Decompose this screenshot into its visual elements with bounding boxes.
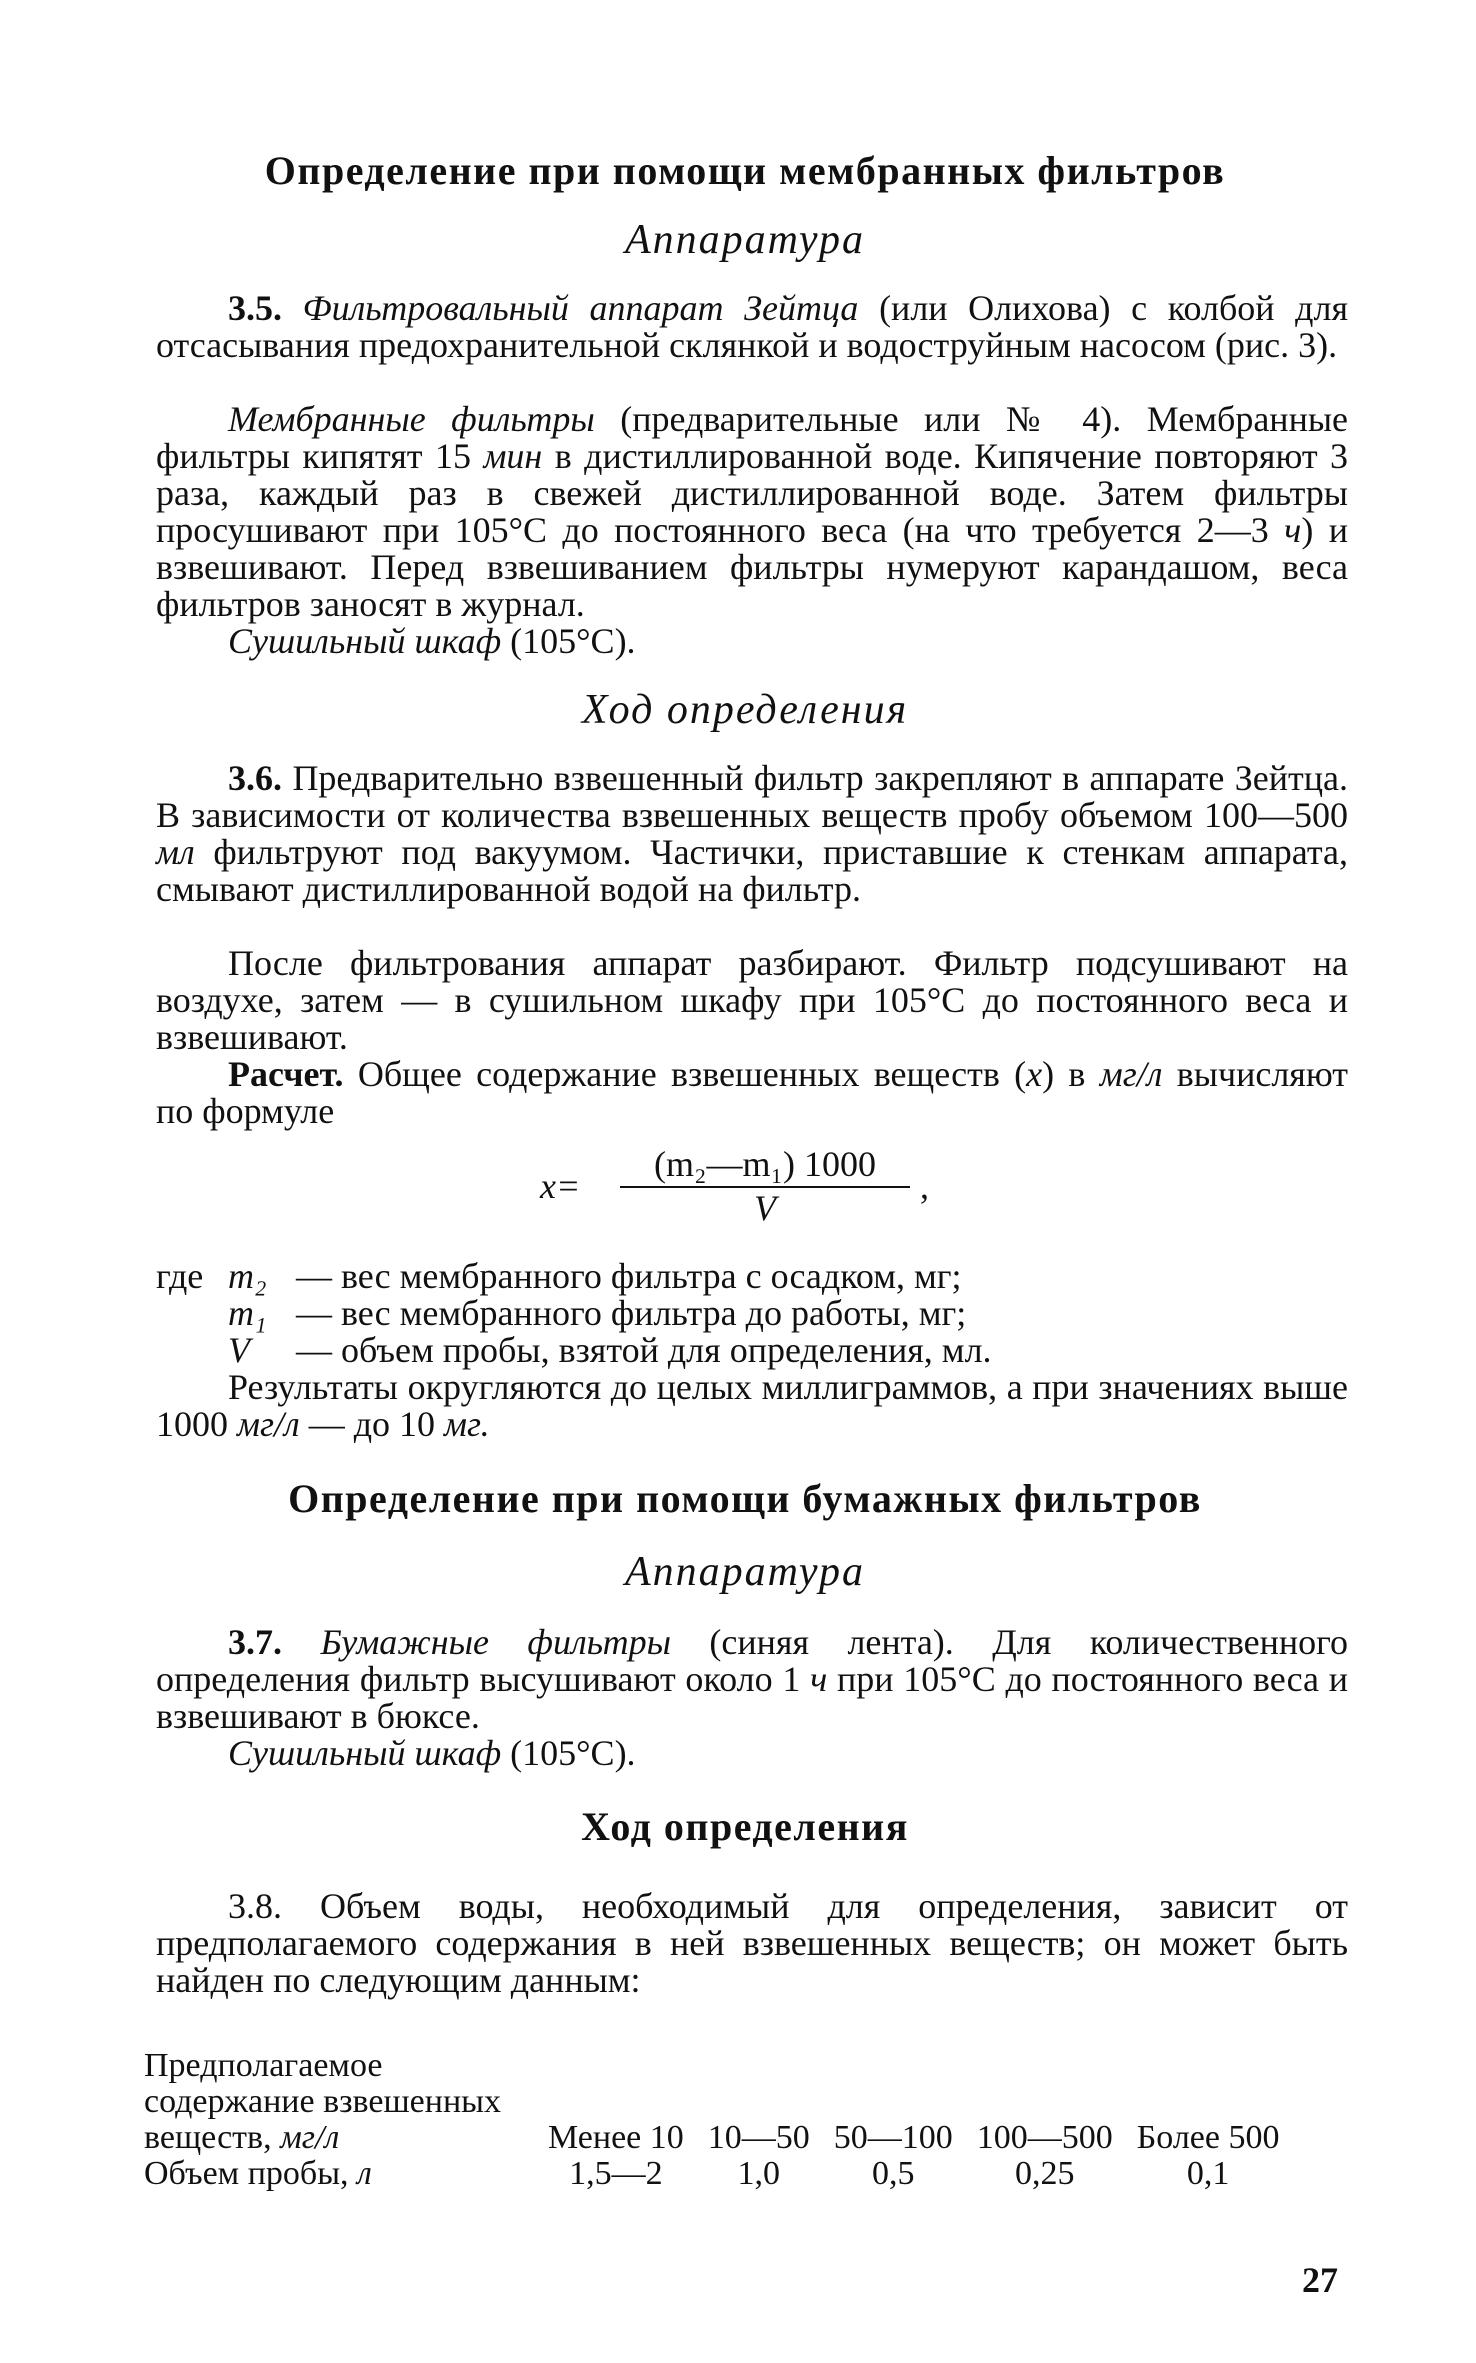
legend-row <box>156 1258 1348 1295</box>
legend-description: — вес мембранного фильтра до работы, мг; <box>296 1293 967 1333</box>
paragraph-text: (105°С). <box>510 1733 636 1773</box>
unit: ч <box>1284 510 1302 550</box>
paragraph-text: (или Олихова) с колбой для отсасывания предохранительной склянкой и водоструйным насосом (рис. 3). <box>156 288 1349 365</box>
formula-numerator: (m₂—m₁) 1000 <box>653 1144 877 1184</box>
table-cell: 0,1 <box>1186 2155 1230 2192</box>
calc-label: Расчет. <box>228 1054 344 1094</box>
label-text: Предполагаемое содержание взвешенных веществ, <box>144 2047 501 2156</box>
formula-legend <box>156 1258 1348 1369</box>
page-number: 27 <box>1302 2260 1338 2300</box>
unit: мг. <box>444 1404 490 1444</box>
formula <box>540 1146 960 1236</box>
paragraph-number: 3.5. <box>228 288 282 328</box>
legend-row <box>156 1295 1348 1332</box>
paragraph-after-filtration: После фильтрования аппарат разбирают. Фильтр подсушивают на воздухе, затем — в сушильном шкафу при 105°С до постоянного веса и взвешивают. <box>156 943 1348 1057</box>
paragraph-text: в дистиллированной воде. Кипячение повторяют 3 раза, каждый раз в свежей дистиллированной воде. Затем фильтры просушивают при 105°С до постоянного веса (на что требуется 2—3 <box>156 436 1349 550</box>
paragraph-number: 3.6. <box>228 758 282 798</box>
paragraph-text: фильтруют под вакуумом. Частички, приставшие к стенкам аппарата, смывают дистиллированной водой на фильтр. <box>156 832 1348 909</box>
paragraph-text: ) в <box>1042 1054 1086 1094</box>
paragraph-text: (синяя лента). Для количественного определения фильтр высушивают около 1 <box>156 1622 1349 1699</box>
table-cell: 10—50 <box>707 2119 810 2156</box>
paragraph-oven-1 <box>156 623 1348 660</box>
paragraph-text: вычисляют по формуле <box>156 1054 1348 1131</box>
paragraph-text: Общее содержание взвешенных веществ ( <box>357 1054 1027 1094</box>
table-cell: 0,5 <box>872 2155 915 2192</box>
formula-denominator: V <box>754 1188 776 1228</box>
formula-comma: , <box>920 1166 929 1206</box>
paragraph-text: при 105°С до постоянного веса и взвешивают в бюксе. <box>156 1659 1349 1736</box>
legend-symbol: m₂ <box>228 1256 267 1296</box>
paragraph-text: ) и взвешивают. Перед взвешиванием фильтры нумеруют карандашом, веса фильтров заносят в журнал. <box>156 510 1349 624</box>
variable-x: x <box>1026 1054 1043 1094</box>
term: Сушильный шкаф <box>228 1733 502 1773</box>
paragraph-text: Предварительно взвешенный фильтр закрепляют в аппарате Зейтца. В зависимости от количества взвешенных веществ пробу объемом 100—500 <box>156 758 1349 835</box>
paragraph-3-7 <box>156 1624 1348 1735</box>
term: Сушильный шкаф <box>228 621 502 661</box>
section-paper-title: Определение при помощи бумажных фильтров <box>288 1476 1202 1521</box>
apparatus-heading-2: Аппаратура <box>624 1549 866 1595</box>
legend-description: — объем пробы, взятой для определения, мл. <box>296 1330 992 1370</box>
legend-symbol: V <box>228 1330 250 1370</box>
label-text: Объем пробы, <box>144 2155 349 2192</box>
procedure-heading-2: Ход определения <box>581 1804 909 1849</box>
table-row-label <box>144 2156 536 2192</box>
table-cell: 0,25 <box>1015 2155 1075 2192</box>
apparatus-heading-1: Аппаратура <box>624 217 866 263</box>
section-membrane-title: Определение при помощи мембранных фильтров <box>264 148 1226 193</box>
unit: ч <box>810 1659 828 1699</box>
table-cell: Менее 10 <box>548 2119 684 2156</box>
unit: л <box>357 2155 372 2192</box>
table-row-label <box>144 2048 536 2156</box>
table-cell: 1,5—2 <box>569 2155 663 2192</box>
legend-description: — вес мембранного фильтра с осадком, мг; <box>296 1256 962 1296</box>
paragraph-text: (105°С). <box>510 621 636 661</box>
paragraph-3-8: 3.8. Объем воды, необходимый для определения, зависит от предполагаемого содержания в ней взвешенных веществ; он может быть найден по следующим данным: <box>156 1886 1348 2000</box>
paragraph-3-5 <box>156 290 1348 364</box>
table-row <box>144 2156 1292 2192</box>
paragraph-results <box>156 1369 1348 1443</box>
paragraph-oven-2 <box>156 1735 1348 1772</box>
term: Мембранные фильтры <box>228 399 595 439</box>
paragraph-text: (предварительные или № 4). Мембранные фильтры кипятят 15 <box>156 399 1348 476</box>
paragraph-text: — до 10 <box>308 1404 436 1444</box>
paragraph-calculation <box>156 1056 1348 1130</box>
paragraph-membrane-filters <box>156 401 1348 623</box>
unit: мл <box>156 832 195 872</box>
term: Бумажные фильтры <box>320 1622 671 1662</box>
table-row <box>144 2048 1292 2156</box>
table-cell: Более 500 <box>1136 2119 1280 2156</box>
legend-symbol: m₁ <box>228 1293 267 1333</box>
legend-row <box>156 1332 1348 1369</box>
paragraph-text: Результаты округляются до целых миллиграммов, а при значениях выше 1000 <box>156 1367 1348 1444</box>
paragraph-number: 3.7. <box>228 1622 282 1662</box>
procedure-heading-1: Ход определения <box>581 687 909 733</box>
unit: мг/л <box>280 2119 340 2156</box>
unit: мг/л <box>237 1404 300 1444</box>
table-cell: 50—100 <box>833 2119 953 2156</box>
paragraph-3-6 <box>156 760 1348 908</box>
table-cell: 100—500 <box>976 2119 1113 2156</box>
unit: мг/л <box>1099 1054 1163 1094</box>
table-cell: 1,0 <box>737 2155 781 2192</box>
legend-where: где <box>156 1256 204 1296</box>
formula-lhs: x= <box>540 1166 581 1206</box>
term: Фильтровальный аппарат Зейтца <box>302 288 859 328</box>
unit: мин <box>483 436 543 476</box>
sample-volume-table <box>144 2048 1292 2192</box>
